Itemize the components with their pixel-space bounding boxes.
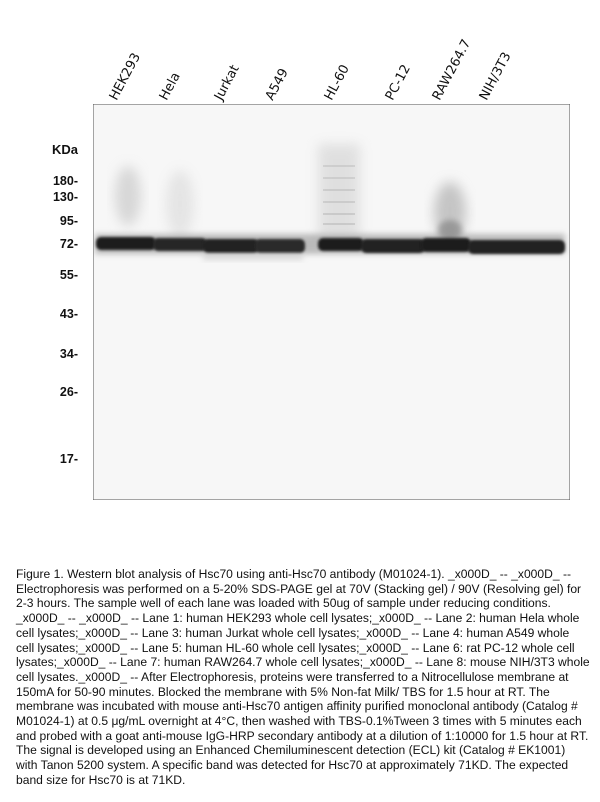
marker-17: 17- [59, 452, 78, 466]
marker-55: 55- [59, 268, 78, 282]
band-lane-2 [153, 238, 207, 251]
marker-26: 26- [59, 385, 78, 399]
marker-34: 34- [59, 347, 78, 361]
marker-180: 180- [52, 174, 78, 188]
unit-label: KDa [52, 142, 79, 157]
band-lane-6 [361, 239, 425, 253]
marker-130: 130- [52, 190, 78, 204]
band-lane-8 [468, 240, 565, 254]
smear-hek293 [115, 166, 141, 226]
lane-label-8: NIH/3T3 [476, 49, 515, 103]
lane-label-3: Jurkat [211, 62, 243, 103]
band-lane-3 [203, 239, 259, 253]
smear-hela [166, 170, 194, 238]
marker-95: 95- [59, 214, 78, 228]
band-lane-7 [421, 238, 471, 252]
lane-label-1: HEK293 [106, 50, 145, 103]
band-lane-4 [255, 239, 305, 253]
lane-label-2: Hela [156, 70, 184, 103]
marker-43: 43- [59, 307, 78, 321]
lane-label-6: PC-12 [382, 62, 414, 103]
band-lane-5 [318, 238, 364, 251]
blot-membrane [93, 104, 570, 500]
lane-label-4: A549 [262, 66, 292, 103]
figure-caption: Figure 1. Western blot analysis of Hsc70 using anti-Hsc70 antibody (M01024-1). _x000D_ -- _x000D_ -- Electrophoresis was performed on a 5-20% SDS-PAGE gel at 70V (Stacking gel) / 90V (Resolving gel) for 2-3 hours. The sample well of each lane was loaded with 50ug of sample under reducing conditions. _x000D_ -- _x000D_ -- Lane 1: human HEK293 whole cell lysates;_x000D_ -- Lane 2: human Hela whole cell lysates;_x000D_ -- Lane 3: human Jurkat whole cell lysates;_x000D_ -- Lane 4: human A549 whole cell lysates;_x000D_ -- Lane 5: human HL-60 whole cell lysates;_x000D_ -- Lane 6: rat PC-12 whole cell lysates;_x000D_ -- Lane 7: human RAW264.7 whole cell lysates;_x000D_ -- Lane 8: mouse NIH/3T3 whole cell lysates._x000D_ -- After Electrophoresis, proteins were transferred to a Nitrocellulose membrane at 150mA for 50-90 minutes. Blocked the membrane with 5% Non-fat Milk/ TBS for 1.5 hour at RT. The membrane was incubated with mouse anti-Hsc70 antigen affinity purified monoclonal antibody (Catalog # M01024-1) at 0.5 μg/mL overnight at 4°C, then washed with TBS-0.1%Tween 3 times with 5 minutes each and probed with a goat anti-mouse IgG-HRP secondary antibody at a dilution of 1:10000 for 1.5 hour at RT. The signal is developed using an Enhanced Chemiluminescent detection (ECL) kit (Catalog # EK1001) with Tanon 5200 system. A specific band was detected for Hsc70 at approximately 71KD. The expected band size for Hsc70 is at 71KD. [16, 567, 590, 787]
lane-label-5: HL-60 [321, 62, 353, 103]
marker-72: 72- [59, 237, 78, 251]
band-lane-1 [96, 237, 156, 250]
lane-label-7: RAW264.7 [429, 37, 475, 103]
